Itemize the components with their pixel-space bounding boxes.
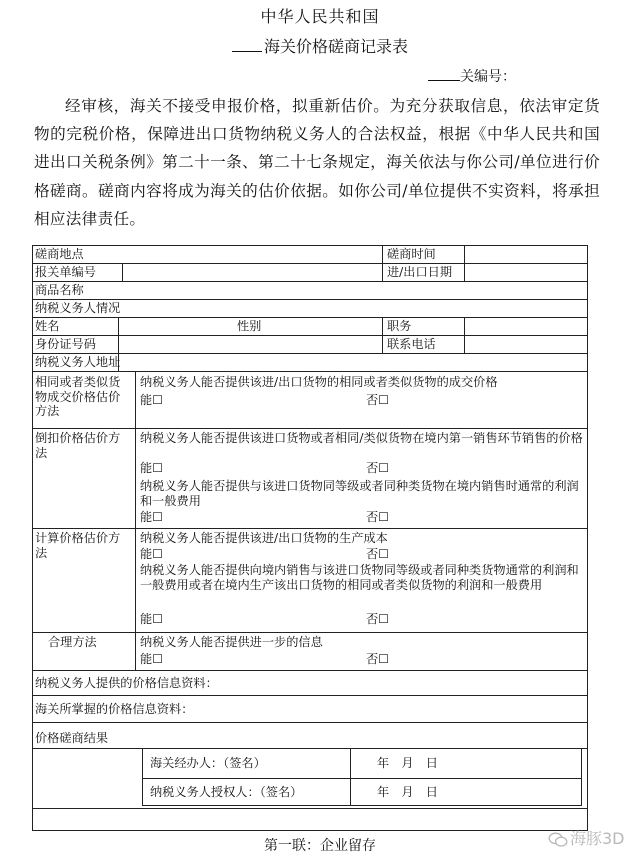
customs-officer-sign: 海关经办人：（签名） [150, 756, 266, 770]
label-declaration-number: 报关单编号 [35, 265, 96, 279]
watermark [548, 826, 625, 849]
intro-paragraph: 经审核，海关不接受申报价格，拟重新估价。为充分获取信息，依法审定货物的完税价格，保障进出口货物纳税义务人的合法权益，根据《中华人民共和国进出口关税条例》第二十一条、第二十七条规定，海关依法与你公司/单位进行价格磋商。磋商内容将成为海关的估价依据。如你公司/单位提供不实资料，将承担相应法律责任。 [34, 97, 600, 228]
label-id-number: 身份证号码 [35, 337, 96, 351]
guan-blank [428, 68, 460, 81]
method1-label: 相同或者类似货物成交价格估价方法 [35, 375, 121, 418]
method4-yes[interactable]: 能☐ [140, 652, 164, 666]
method2-no2[interactable]: 否☐ [366, 510, 390, 524]
officer-date: 年 月 日 [377, 756, 438, 770]
label-taxpayer-info: 纳税义务人情况 [35, 301, 121, 315]
method3-no1[interactable]: 否☐ [366, 547, 390, 561]
label-place: 磋商地点 [35, 247, 84, 261]
method2-question1: 纳税义务人能否提供该进口货物或者相同/类似货物在境内第一销售环节销售的价格 [140, 431, 583, 445]
method3-label: 计算价格估价方法 [35, 531, 121, 560]
method4-no[interactable]: 否☐ [366, 652, 390, 666]
label-io-date: 进/出口日期 [387, 265, 453, 279]
method2-yes2[interactable]: 能☐ [140, 510, 164, 524]
method2-question2: 纳税义务人能否提供与该进口货物同等级或者同种类货物在境内销售时通常的利润和一般费用 [140, 479, 579, 508]
customs-price-info: 海关所掌握的价格信息资料： [35, 702, 194, 716]
method3-yes2[interactable]: 能☐ [140, 612, 164, 626]
method2-yes1[interactable]: 能☐ [140, 461, 164, 475]
subtitle-text: 海关价格磋商记录表 [263, 37, 408, 56]
guan-number-label [428, 66, 516, 86]
record-table [32, 245, 588, 831]
method2-no1[interactable]: 否☐ [366, 461, 390, 475]
label-gender: 性别 [237, 319, 262, 333]
label-post: 职务 [387, 319, 412, 333]
method3-yes1[interactable]: 能☐ [140, 547, 164, 561]
customs-name-blank [232, 39, 262, 52]
authorized-date: 年 月 日 [377, 785, 438, 799]
method2-label: 倒扣价格估价方法 [35, 431, 121, 460]
label-phone: 联系电话 [387, 337, 436, 351]
label-goods-name: 商品名称 [35, 283, 84, 297]
method1-question: 纳税义务人能否提供该进/出口货物的相同或者类似货物的成交价格 [140, 375, 498, 389]
taxpayer-price-info: 纳税义务人提供的价格信息资料： [35, 676, 218, 690]
method4-label: 合理方法 [48, 635, 97, 649]
guan-label-text: 关编号： [460, 69, 516, 85]
method3-question2: 纳税义务人能否提供向境内销售与该进口货物同等级或者同种类货物通常的利润和一般费用或者在境内生产该出口货物的相同或者类似货物的利润和一般费用 [140, 563, 579, 592]
taxpayer-authorized-sign: 纳税义务人授权人：（签名） [150, 785, 303, 799]
document-title: 中华人民共和国 [260, 7, 380, 26]
wechat-icon [548, 832, 568, 848]
label-address: 纳税义务人地址 [35, 355, 121, 369]
method1-yes[interactable]: 能☐ [140, 393, 164, 407]
method4-question: 纳税义务人能否提供进一步的信息 [140, 635, 323, 649]
method3-question1: 纳税义务人能否提供该进/出口货物的生产成本 [140, 531, 388, 545]
label-time: 磋商时间 [387, 247, 436, 261]
footer-copy-label: 第一联：企业留存 [264, 838, 376, 854]
method1-no[interactable]: 否☐ [366, 393, 390, 407]
document-subtitle [0, 34, 640, 57]
consultation-result: 价格磋商结果 [35, 731, 109, 745]
label-name: 姓名 [35, 319, 60, 333]
method3-no2[interactable]: 否☐ [366, 612, 390, 626]
watermark-text: 海豚3D [570, 829, 625, 848]
